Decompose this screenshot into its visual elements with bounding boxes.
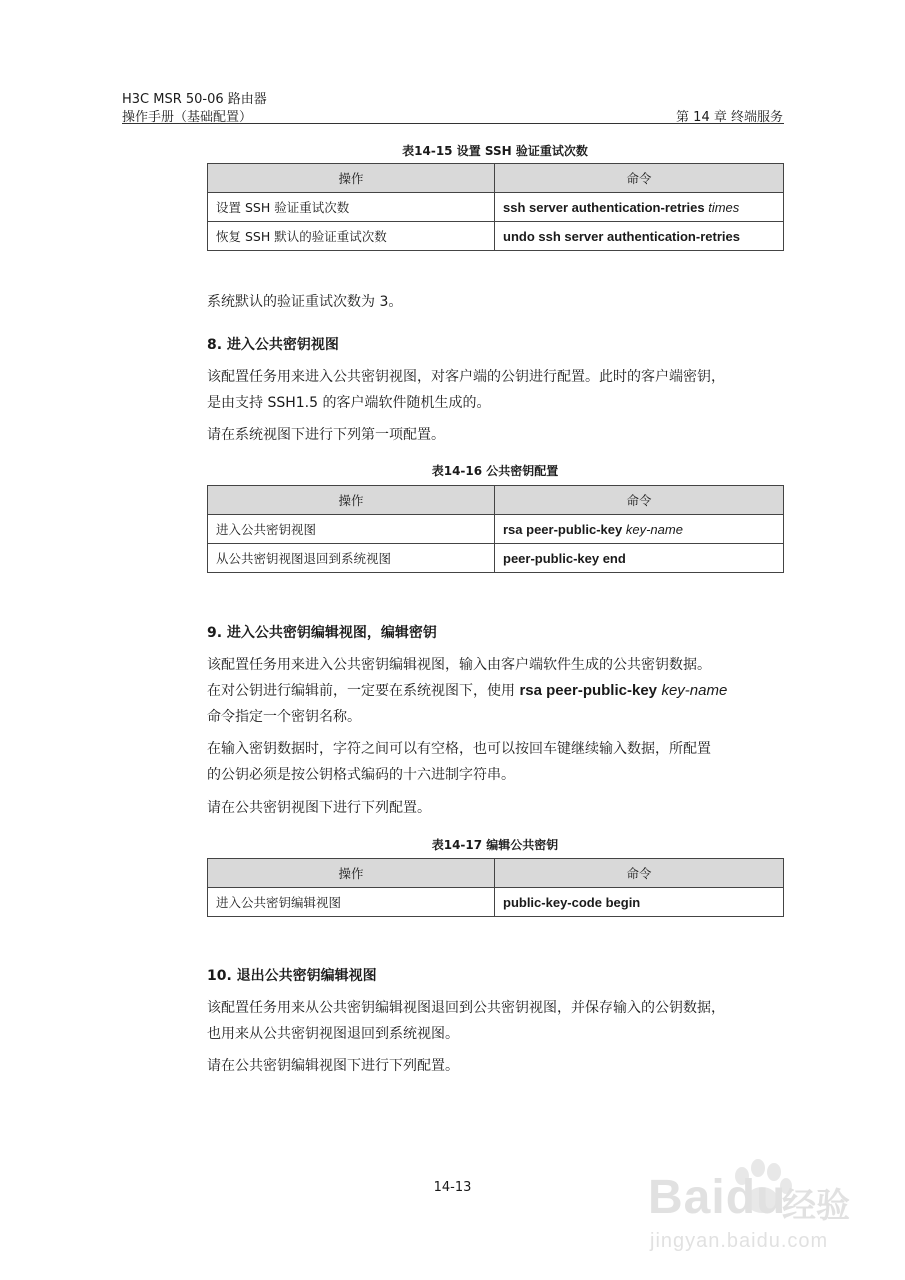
section8-paragraph1: [207, 364, 787, 416]
table3-caption: 表14-17 编辑公共密钥: [431, 838, 559, 852]
section10-paragraph1: [207, 995, 787, 1047]
paragraph-line: 该配置任务用来进入公共密钥编辑视图，输入由客户端软件生成的公共密钥数据。: [207, 657, 711, 673]
watermark-brand: Baidu: [648, 1171, 787, 1224]
default-retries-note: 系统默认的验证重试次数为 3。: [207, 294, 403, 310]
watermark-url: jingyan.baidu.com: [650, 1230, 829, 1252]
operation-cell: 从公共密钥视图退回到系统视图: [208, 544, 495, 573]
command-keyword: peer-public-key end: [503, 550, 626, 566]
baidu-watermark: [640, 1150, 870, 1260]
command-argument: key-name: [625, 521, 683, 537]
table-header-row: [208, 164, 784, 193]
command-keyword: ssh server authentication-retries: [503, 199, 705, 215]
table-row: [208, 544, 784, 573]
operation-cell: 设置 SSH 验证重试次数: [208, 193, 495, 222]
table-row: [208, 222, 784, 251]
inline-argument: key-name: [661, 682, 728, 699]
command-argument: times: [708, 199, 740, 215]
paragraph-line: 是由支持 SSH1.5 的客户端软件随机生成的。: [207, 395, 491, 411]
header-product: H3C MSR 50-06 路由器: [122, 92, 267, 107]
paragraph-line: 的公钥必须是按公钥格式编码的十六进制字符串。: [207, 767, 515, 783]
operation-cell: 进入公共密钥视图: [208, 515, 495, 544]
header-divider: [122, 123, 784, 124]
operation-cell: 进入公共密钥编辑视图: [208, 888, 495, 917]
command-cell: [495, 888, 784, 917]
command-cell: [495, 544, 784, 573]
paragraph-line: 该配置任务用来从公共密钥编辑视图退回到公共密钥视图，并保存输入的公钥数据，: [207, 1000, 725, 1016]
column-header-operation: 操作: [208, 486, 495, 515]
watermark-brand-cn: 经验: [782, 1186, 850, 1226]
command-keyword: undo ssh server authentication-retries: [503, 228, 740, 244]
paragraph-line: 命令指定一个密钥名称。: [207, 709, 361, 725]
table-header-row: [208, 859, 784, 888]
table-row: [208, 515, 784, 544]
table-header-row: [208, 486, 784, 515]
column-header-operation: 操作: [208, 164, 495, 193]
table2-caption: 表14-16 公共密钥配置: [431, 464, 559, 478]
column-header-command: 命令: [495, 486, 784, 515]
section9-title: 9. 进入公共密钥编辑视图，编辑密钥: [207, 625, 437, 641]
header-chapter: 第 14 章 终端服务: [676, 110, 783, 125]
section10-paragraph2: 请在公共密钥编辑视图下进行下列配置。: [207, 1058, 459, 1074]
operation-cell: 恢复 SSH 默认的验证重试次数: [208, 222, 495, 251]
section9-paragraph1: [207, 652, 787, 730]
paragraph-line: 该配置任务用来进入公共密钥视图，对客户端的公钥进行配置。此时的客户端密钥，: [207, 369, 725, 385]
page-number: 14-13: [433, 1180, 472, 1195]
table1: [207, 163, 784, 251]
section9-paragraph3: 请在公共密钥视图下进行下列配置。: [207, 800, 431, 816]
column-header-command: 命令: [495, 164, 784, 193]
table-row: [208, 888, 784, 917]
command-cell: [495, 193, 784, 222]
section8-title: 8. 进入公共密钥视图: [207, 337, 339, 353]
paragraph-line: 在输入密钥数据时，字符之间可以有空格，也可以按回车键继续输入数据，所配置: [207, 741, 711, 757]
command-cell: [495, 222, 784, 251]
column-header-command: 命令: [495, 859, 784, 888]
table3: [207, 858, 784, 917]
section9-paragraph2: [207, 736, 787, 788]
section8-paragraph2: 请在系统视图下进行下列第一项配置。: [207, 427, 445, 443]
paragraph-line: 也用来从公共密钥视图退回到系统视图。: [207, 1026, 459, 1042]
column-header-operation: 操作: [208, 859, 495, 888]
header-manual: 操作手册（基础配置）: [122, 110, 253, 125]
paragraph-line: [207, 678, 787, 704]
command-cell: [495, 515, 784, 544]
table2: [207, 485, 784, 573]
command-keyword: public-key-code begin: [503, 894, 641, 910]
paragraph-text: 在对公钥进行编辑前，一定要在系统视图下，使用: [207, 683, 515, 699]
section10-title: 10. 退出公共密钥编辑视图: [207, 968, 377, 984]
table1-caption: 表14-15 设置 SSH 验证重试次数: [402, 144, 588, 158]
table-row: [208, 193, 784, 222]
command-keyword: rsa peer-public-key: [503, 521, 623, 537]
inline-command: rsa peer-public-key: [519, 682, 658, 699]
